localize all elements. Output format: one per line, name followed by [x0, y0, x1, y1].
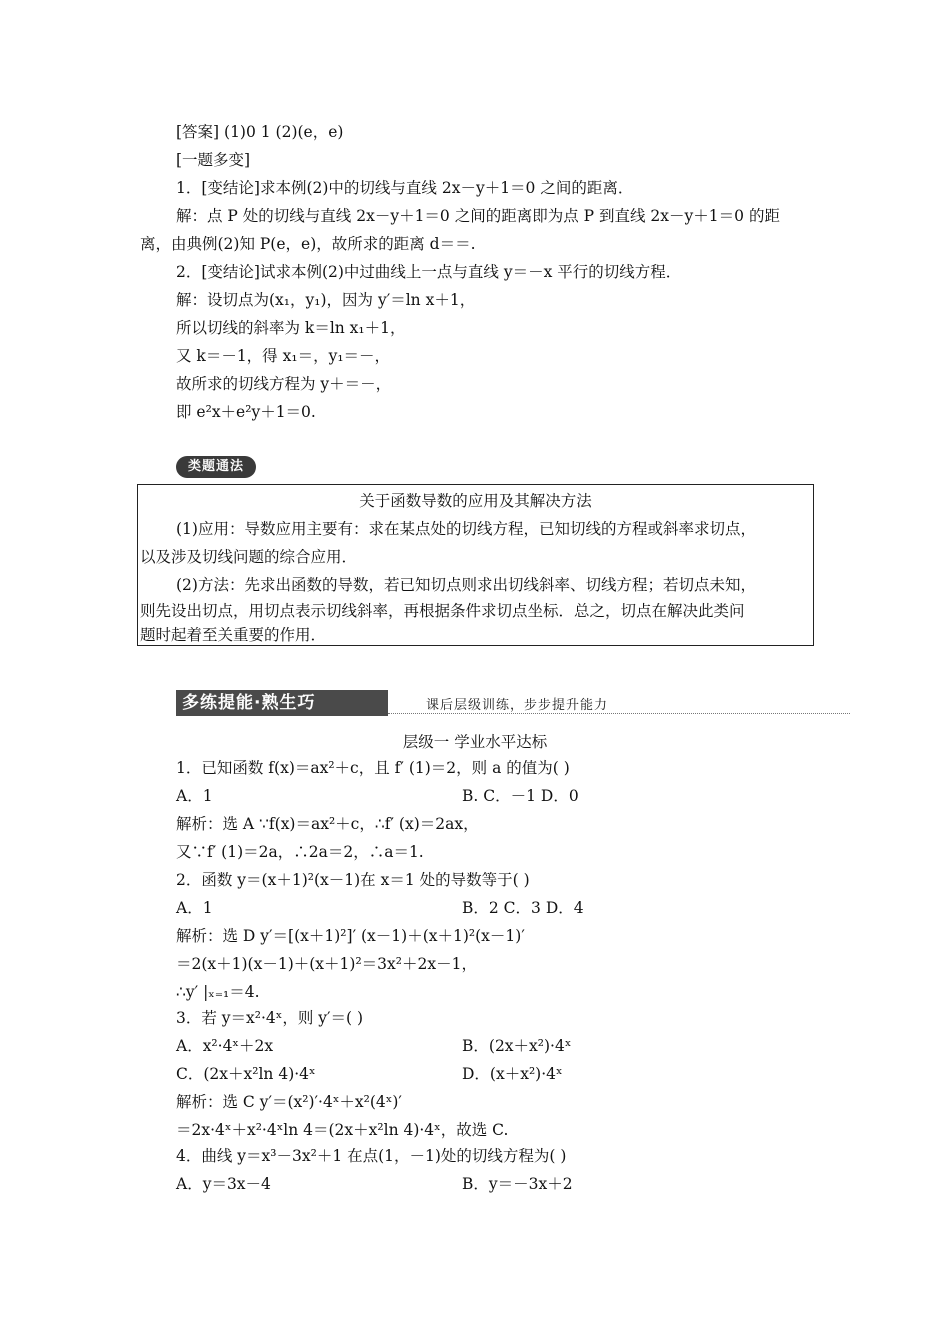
practice-banner-title: 多练提能·熟生巧	[176, 690, 388, 716]
q1-stem: 1．已知函数 f(x)＝ax²＋c，且 f′ (1)＝2，则 a 的值为( )	[176, 759, 570, 777]
q3-option-c: C．(2x＋x²ln 4)·4ˣ	[176, 1065, 316, 1083]
q3-solution-1: 解析：选 C y′＝(x²)′·4ˣ＋x²(4ˣ)′	[176, 1093, 402, 1111]
banner-divider	[388, 713, 850, 714]
method-box-p1a: (1)应用：导数应用主要有：求在某点处的切线方程，已知切线的方程或斜率求切点，	[176, 520, 756, 538]
q1-options-bcd: B. C．－1 D．0	[462, 787, 579, 805]
variation-1-solution-2: 离，由典例(2)知 P(e，e)，故所求的距离 d＝＝.	[140, 235, 476, 253]
method-box-p2a: (2)方法：先求出函数的导数，若已知切点则求出切线斜率、切线方程；若切点未知，	[176, 576, 756, 594]
q2-solution-2: ＝2(x＋1)(x－1)＋(x＋1)²＝3x²＋2x－1，	[176, 955, 477, 973]
level-heading: 层级一 学业水平达标	[402, 733, 548, 751]
method-badge: 类题通法	[176, 456, 256, 478]
q3-stem: 3．若 y＝x²·4ˣ，则 y′＝( )	[176, 1009, 364, 1027]
q3-option-d: D．(x＋x²)·4ˣ	[462, 1065, 563, 1083]
answer-line: [答案] (1)0 1 (2)(e，e)	[176, 123, 344, 141]
method-box-p2c: 题时起着至关重要的作用．	[140, 626, 327, 644]
q3-solution-2: ＝2x·4ˣ＋x²·4ˣln 4＝(2x＋x²ln 4)·4ˣ，故选 C.	[176, 1121, 509, 1139]
q2-option-a: A．1	[176, 899, 213, 917]
variation-2-question: 2．[变结论]试求本例(2)中过曲线上一点与直线 y＝－x 平行的切线方程．	[176, 263, 682, 281]
method-box-p1b: 以及涉及切线问题的综合应用．	[140, 548, 358, 566]
variation-1-question: 1．[变结论]求本例(2)中的切线与直线 2x－y＋1＝0 之间的距离．	[176, 179, 634, 197]
q2-solution-1: 解析：选 D y′＝[(x＋1)²]′ (x－1)＋(x＋1)²(x－1)′	[176, 927, 525, 945]
q4-stem: 4．曲线 y＝x³－3x²＋1 在点(1，－1)处的切线方程为( )	[176, 1147, 567, 1165]
variation-2-solution-3: 又 k＝－1，得 x₁＝，y₁＝－，	[176, 347, 391, 365]
variation-1-solution-1: 解：点 P 处的切线与直线 2x－y＋1＝0 之间的距离即为点 P 到直线 2x－y＋1＝0 的距	[176, 207, 780, 225]
variation-header: [一题多变]	[176, 151, 251, 169]
q2-options-bcd: B．2 C．3 D．4	[462, 899, 584, 917]
variation-2-solution-2: 所以切线的斜率为 k＝ln x₁＋1，	[176, 319, 406, 337]
variation-2-solution-5: 即 e²x＋e²y＋1＝0.	[176, 403, 316, 421]
q1-option-a: A．1	[176, 787, 213, 805]
q1-solution-2: 又∵f′ (1)＝2a，∴2a＝2，∴a＝1.	[176, 843, 424, 861]
q4-option-a: A．y＝3x－4	[176, 1175, 271, 1193]
variation-2-solution-1: 解：设切点为(x₁，y₁)，因为 y′＝ln x＋1，	[176, 291, 476, 309]
q3-option-b: B．(2x＋x²)·4ˣ	[462, 1037, 572, 1055]
method-box-p2b: 则先设出切点，用切点表示切线斜率，再根据条件求切点坐标．总之，切点在解决此类问	[140, 602, 745, 620]
q3-option-a: A．x²·4ˣ＋2x	[176, 1037, 274, 1055]
practice-banner-subtitle: 课后层级训练，步步提升能力	[426, 698, 609, 713]
method-box-title: 关于函数导数的应用及其解决方法	[359, 492, 592, 510]
q4-option-b: B．y＝－3x＋2	[462, 1175, 573, 1193]
q2-stem: 2．函数 y＝(x＋1)²(x－1)在 x＝1 处的导数等于( )	[176, 871, 530, 889]
method-box	[137, 484, 814, 646]
variation-2-solution-4: 故所求的切线方程为 y＋＝－，	[176, 375, 392, 393]
practice-banner	[176, 690, 850, 716]
q2-solution-3: ∴y′ |ₓ₌₁＝4.	[176, 983, 260, 1001]
q1-solution-1: 解析：选 A ∵f(x)＝ax²＋c，∴f′ (x)＝2ax，	[176, 815, 479, 833]
